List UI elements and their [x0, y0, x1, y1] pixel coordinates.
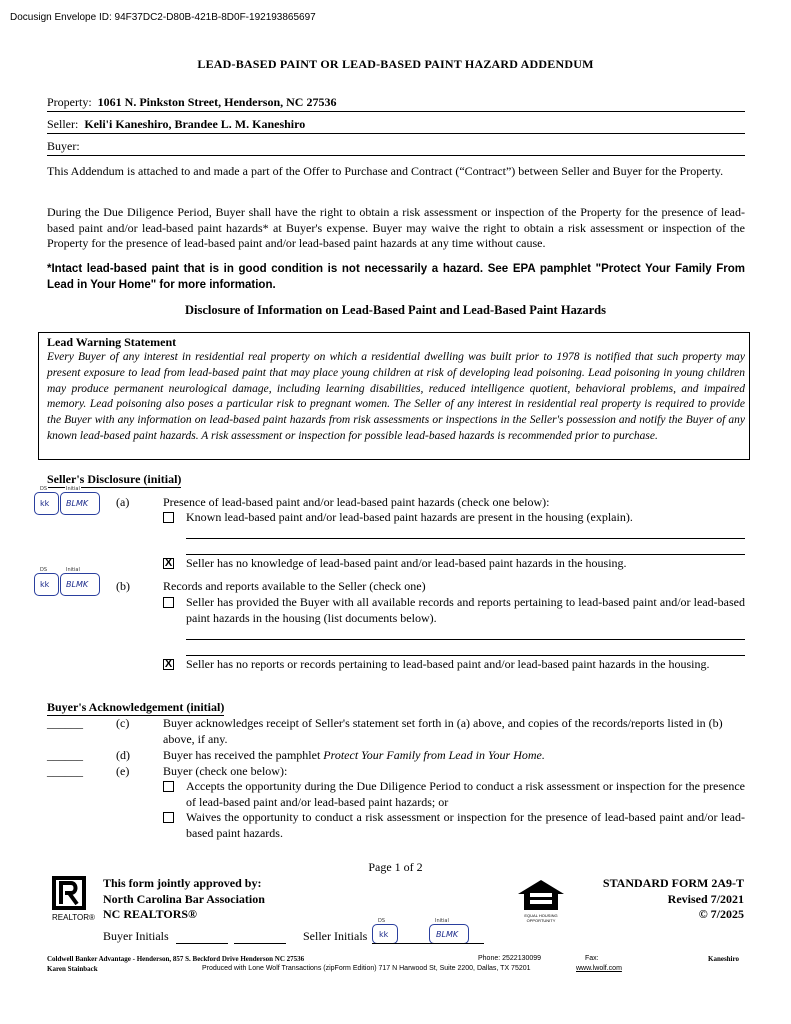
seller-field[interactable]	[47, 117, 745, 134]
item-a-opt2-checkbox[interactable]: X	[164, 557, 173, 569]
buyer-initial-c[interactable]: ______	[47, 716, 83, 730]
buyer-initials-label: Buyer Initials	[103, 929, 169, 943]
property-field[interactable]	[47, 95, 745, 112]
item-c-text: Buyer acknowledges receipt of Seller's statement set forth in (a) above, and copies of the records/reports listed in (b) above, if any.	[163, 716, 723, 746]
item-b-text: Records and reports available to the Seller (check one)	[163, 579, 426, 593]
seller-initial-b-2[interactable]: Initial BLMK	[60, 573, 100, 596]
buyer-ack-heading: Buyer's Acknowledgement (initial)	[47, 700, 225, 714]
buyer-initial-line-1[interactable]	[176, 943, 228, 944]
explain-line-1[interactable]	[186, 538, 745, 539]
item-a-letter: (a)	[116, 495, 130, 509]
phone-info: Phone: 2522130099	[478, 955, 542, 962]
item-b-opt1-checkbox[interactable]	[163, 597, 174, 608]
item-b-opt1-text: Seller has provided the Buyer with all available records and reports pertaining to lead-based paint and/or lead-based paint hazards in the housing (list documents below).	[186, 595, 745, 625]
item-e-letter: (e)	[116, 764, 130, 778]
buyer-label: Buyer:	[47, 139, 80, 153]
seller-label: Seller:	[47, 117, 79, 131]
documents-line-1[interactable]	[186, 639, 745, 640]
seller-initial-line	[372, 943, 484, 944]
item-d-letter: (d)	[116, 748, 130, 762]
item-a-text: Presence of lead-based paint and/or lead-based paint hazards (check one below):	[163, 495, 550, 509]
buyer-initial-line-2[interactable]	[234, 943, 286, 944]
item-e-opt2-text: Waives the opportunity to conduct a risk assessment or inspection for the presence of lead-based paint and/or lead-based paint hazards.	[186, 810, 745, 840]
property-value: 1061 N. Pinkston Street, Henderson, NC 27536	[97, 95, 337, 109]
envelope-id: Docusign Envelope ID: 94F37DC2-D80B-421B-8D0F-192193865697	[10, 12, 316, 23]
buyer-field[interactable]	[47, 139, 745, 156]
lead-warning-title: Lead Warning Statement	[47, 335, 177, 349]
item-b-opt2-checkbox[interactable]: X	[164, 658, 173, 670]
broker-info: Coldwell Banker Advantage - Henderson, 857 S. Beckford Drive Henderson NC 27536	[47, 955, 305, 963]
addendum-intro: This Addendum is attached to and made a part of the Offer to Purchase and Contract (“Contract”) between Seller and Buyer for the Property.	[47, 164, 724, 178]
property-label: Property:	[47, 95, 92, 109]
intact-paint-note: *Intact lead-based paint that is in good condition is not necessarily a hazard. See EPA pamphlet "Protect Your Family From Lead in Your Home" for more information.	[47, 263, 745, 291]
item-a-opt1-checkbox[interactable]	[163, 512, 174, 523]
page-number: Page 1 of 2	[368, 860, 423, 874]
item-e-opt1-checkbox[interactable]	[163, 781, 174, 792]
due-diligence-paragraph: During the Due Diligence Period, Buyer shall have the right to obtain a risk assessment or inspection of the Property for the presence of lead-based paint and/or lead-based paint hazards* at Buyer's expense. Buyer may waive the right to obtain a risk assessment or inspection of the Property for the presence of lead-based paint and/or lead-based paint hazards at any time without cause.	[47, 205, 745, 250]
item-b-opt2-text: Seller has no reports or records pertaining to lead-based paint and/or lead-based paint hazards in the housing.	[186, 657, 710, 671]
documents-line-2[interactable]	[186, 655, 745, 656]
seller-initials-label: Seller Initials	[303, 929, 368, 943]
footer-seller-initial-1[interactable]: DS kk	[372, 924, 398, 944]
footer-seller-initial-2[interactable]: Initial BLMK	[429, 924, 469, 944]
seller-disclosure-heading: Seller's Disclosure (initial)	[47, 472, 182, 486]
agent-name: Karen Stainback	[47, 965, 98, 973]
item-e-text: Buyer (check one below):	[163, 764, 288, 778]
item-d-text: Buyer has received the pamphlet Protect Your Family from Lead in Your Home.	[163, 748, 545, 762]
equal-housing-icon: EQUAL HOUSING OPPORTUNITY	[514, 878, 568, 924]
seller-initial-a-1[interactable]: DS kk	[34, 492, 59, 515]
produced-with: Produced with Lone Wolf Transactions (zipForm Edition) 717 N Harwood St, Suite 2200, Dallas, TX 75201	[202, 965, 531, 972]
realtor-logo-icon: REALTOR®	[50, 876, 96, 922]
website-link[interactable]: www.lwolf.com	[576, 965, 622, 972]
disclosure-heading: Disclosure of Information on Lead-Based Paint and Lead-Based Paint Hazards	[185, 303, 606, 317]
item-b-letter: (b)	[116, 579, 130, 593]
approval-block: This form jointly approved by: North Carolina Bar Association NC REALTORS®	[103, 876, 265, 921]
item-e-opt1-text: Accepts the opportunity during the Due Diligence Period to conduct a risk assessment or inspection for the presence of lead-based paint and/or lead-based paint hazards; or	[186, 779, 745, 809]
seller-initial-b-1[interactable]: DS kk	[34, 573, 59, 596]
item-c-letter: (c)	[116, 716, 130, 730]
form-identifier: STANDARD FORM 2A9-T Revised 7/2021 © 7/2025	[602, 876, 744, 921]
explain-line-2[interactable]	[186, 554, 745, 555]
item-a-opt2-text: Seller has no knowledge of lead-based paint and/or lead-based paint hazards in the housing.	[186, 556, 627, 570]
fax-info: Fax:	[585, 955, 599, 962]
buyer-initial-e[interactable]: ______	[47, 764, 83, 778]
lead-warning-text: Every Buyer of any interest in residential real property on which a residential dwelling was built prior to 1978 is notified that such property may present exposure to lead from lead-based paint that may place young children at risk of developing lead poisoning. Lead poisoning in young children may produce permanent neurological damage, including learning disabilities, reduced intelligence quotient, behavioral problems, and impaired memory. Lead poisoning also poses a particular risk to pregnant women. The Seller of any interest in residential real property is required to provide the Buyer with any information on lead-based paint hazards from risk assessments or inspections in the Seller's possession and notify the Buyer of any known lead-based paint hazards. A risk assessment or inspection for possible lead-based hazards is recommended prior to purchase.	[47, 351, 745, 442]
file-name: Kaneshiro	[708, 955, 739, 963]
seller-initial-a-2[interactable]: Initial BLMK	[60, 492, 100, 515]
item-e-opt2-checkbox[interactable]	[163, 812, 174, 823]
document-title: LEAD-BASED PAINT OR LEAD-BASED PAINT HAZARD ADDENDUM	[197, 57, 594, 71]
seller-value: Keli'i Kaneshiro, Brandee L. M. Kaneshiro	[84, 117, 306, 131]
buyer-initial-d[interactable]: ______	[47, 748, 83, 762]
item-a-opt1-text: Known lead-based paint and/or lead-based paint hazards are present in the housing (explain).	[186, 510, 633, 524]
